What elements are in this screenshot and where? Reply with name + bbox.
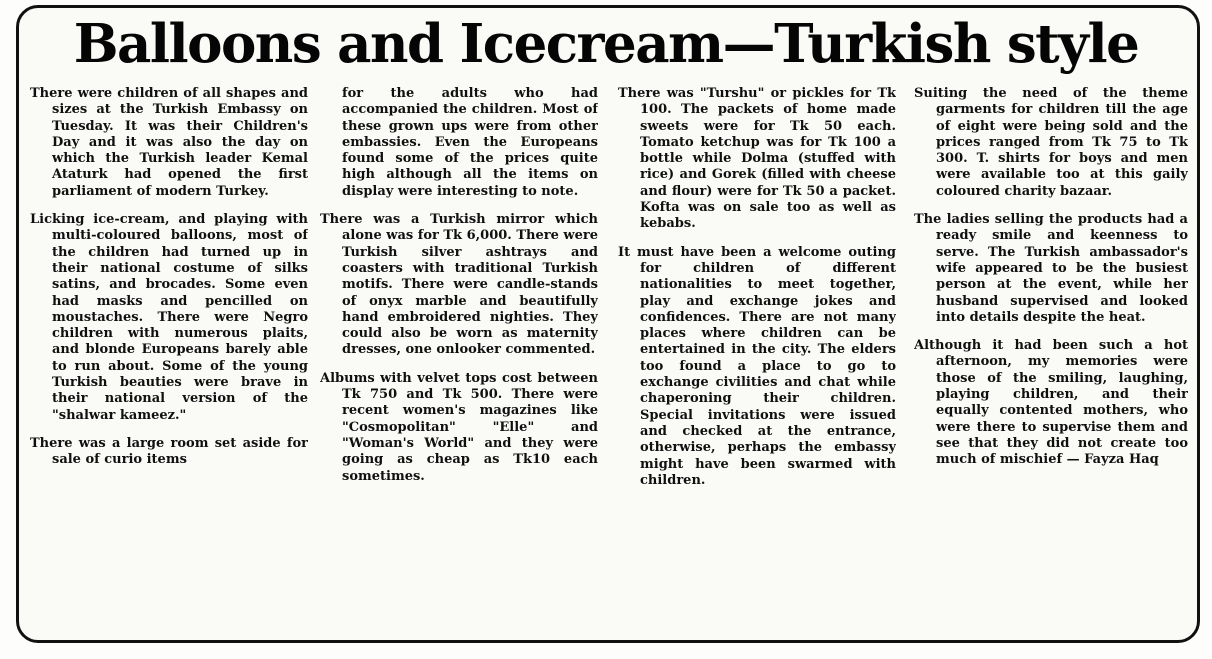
paragraph-with-byline	[914, 338, 1188, 468]
paragraph: There was a large room set aside for sale of curio items	[30, 435, 308, 468]
paragraph: The ladies selling the products had a ready smile and keenness to serve. The Turkish ambassador's wife appeared to be the busiest person at the event, while her husband supervised and looked into details despite the heat.	[914, 212, 1188, 325]
paragraph: There were children of all shapes and sizes at the Turkish Embassy on Tuesday. It was their Children's Day and it was also the day on which the Turkish leader Kemal Ataturk had opened the first parliament of modern Turkey.	[30, 86, 308, 199]
paragraph-text: Although it had been such a hot afternoon, my memories were those of the smiling, laughing, playing children, and their equally contented mothers, who were there to supervise them and see that they did not create too much of mischief —	[914, 338, 1188, 468]
article-column-4	[914, 86, 1188, 634]
paragraph: for the adults who had accompanied the children. Most of these grown ups were from other embassies. Even the Europeans found some of the prices quite high although all the items on display were interesting to note.	[342, 86, 598, 199]
paragraph: There was a Turkish mirror which alone was for Tk 6,000. There were Turkish silver ashtrays and coasters with traditional Turkish motifs. There were candle-stands of onyx marble and beautifully hand embroidered nighties. They could also be worn as maternity dresses, one onlooker commented.	[320, 212, 598, 358]
paragraph: It must have been a welcome outing for children of different nationalities to meet together, play and exchange jokes and confidences. There are not many places where children can be entertained in the city. The elders too found a place to go to exchange civilities and chat while chaperoning their children. Special invitations were issued and checked at the entrance, otherwise, perhaps the embassy might have been swarmed with children.	[618, 244, 896, 488]
article-column-1	[30, 86, 308, 634]
article-column-2	[320, 86, 598, 634]
article-headline: Balloons and Icecream—Turkish style	[73, 13, 1139, 75]
author-byline: Fayza Haq	[1084, 452, 1159, 468]
paragraph: Licking ice-cream, and playing with multi-coloured balloons, most of the children had turned up in their national costume of silks satins, and brocades. Some even had masks and pencilled on moustaches. There were Negro children with numerous plaits, and blonde Europeans barely able to run about. Some of the young Turkish beauties were brave in their national version of the "shalwar kameez."	[30, 212, 308, 423]
paragraph: There was "Turshu" or pickles for Tk 100. The packets of home made sweets were for Tk 50 each. Tomato ketchup was for Tk 100 a bottle while Dolma (stuffed with rice) and Gorek (filled with cheese and flour) were for Tk 50 a packet. Kofta was on sale too as well as kebabs.	[618, 86, 896, 232]
paragraph: Albums with velvet tops cost between Tk 750 and Tk 500. There were recent women's magazines like "Cosmopolitan" "Elle" and "Woman's World" and they were going as cheap as Tk10 each sometimes.	[320, 370, 598, 484]
article-column-3	[618, 86, 896, 634]
paragraph: Suiting the need of the theme garments for children till the age of eight were being sold and the prices ranged from Tk 75 to Tk 300. T. shirts for boys and men were available too at this gaily coloured charity bazaar.	[914, 86, 1188, 199]
